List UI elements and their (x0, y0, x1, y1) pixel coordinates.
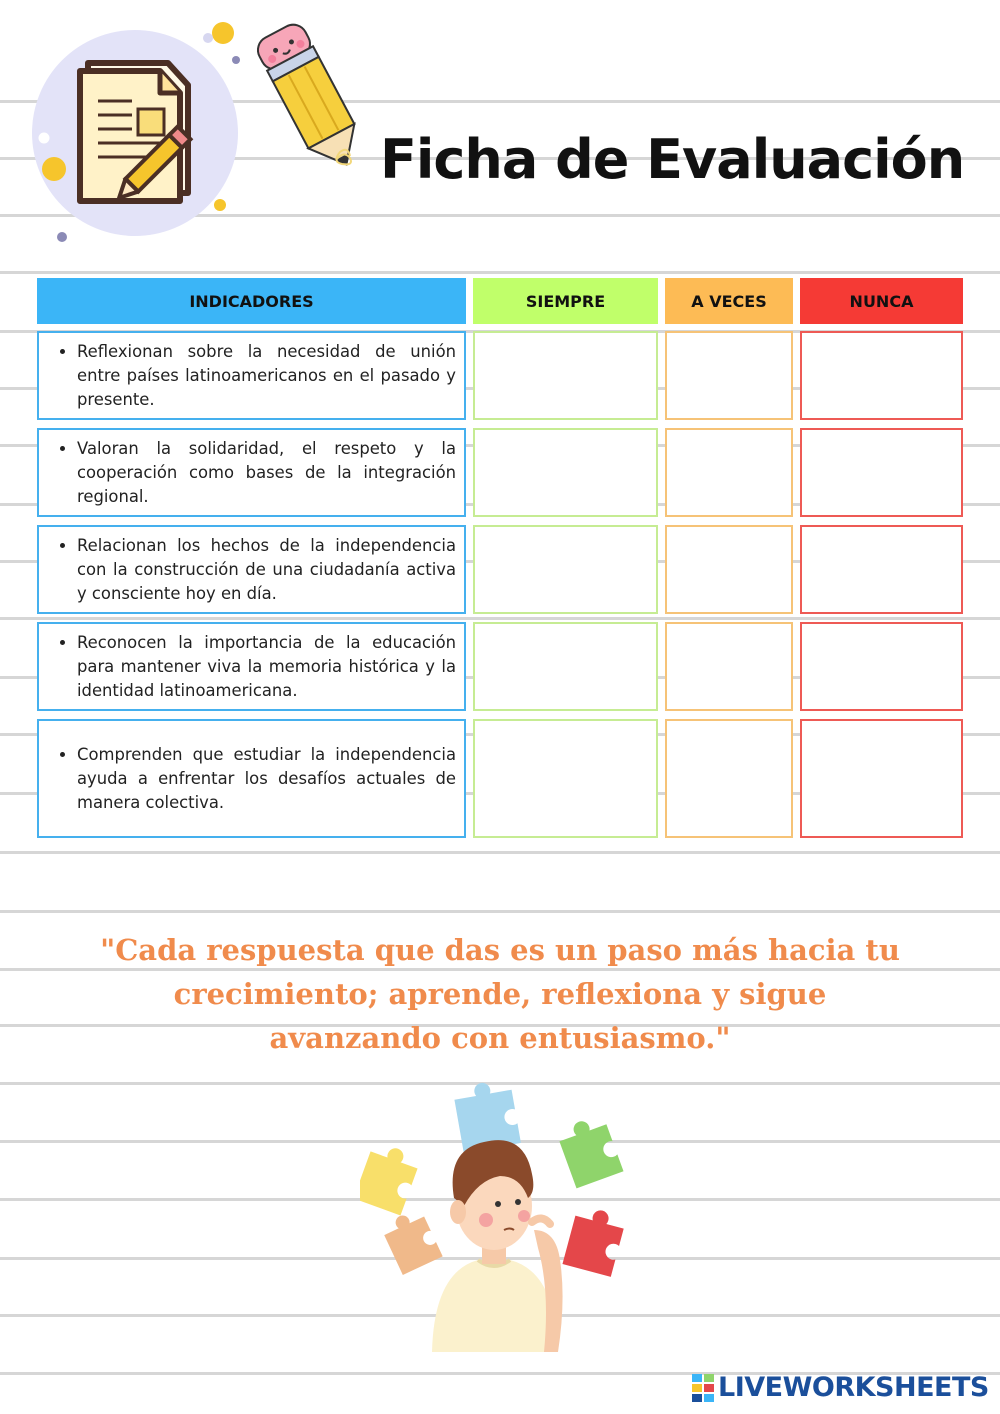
brand-logo (692, 1372, 989, 1403)
motivational-quote: "Cada respuesta que das es un paso más hacia tu crecimiento; aprende, reflexiona y sigue avanzando con entusiasmo." (100, 933, 900, 1055)
nunca-cell-4[interactable] (800, 622, 963, 711)
indicator-row-4 (37, 622, 466, 711)
brand-text: LIVEWORKSHEETS (718, 1372, 989, 1403)
siempre-cell-1[interactable] (473, 331, 658, 420)
siempre-cell-5[interactable] (473, 719, 658, 838)
siempre-cell-3[interactable] (473, 525, 658, 614)
indicator-text: • Reflexionan sobre la necesidad de unión entre países latinoamericanos en el pasado y presente. (77, 340, 456, 412)
nunca-cell-2[interactable] (800, 428, 963, 517)
a-veces-cell-1[interactable] (665, 331, 793, 420)
a-veces-cell-4[interactable] (665, 622, 793, 711)
header-indicadores: INDICADORES (37, 278, 466, 324)
indicator-text: • Valoran la solidaridad, el respeto y la cooperación como bases de la integración regional. (77, 437, 456, 509)
thinking-boy-illustration (360, 1080, 650, 1360)
header-siempre: SIEMPRE (473, 278, 658, 324)
nunca-cell-3[interactable] (800, 525, 963, 614)
puzzle-piece-icon (555, 1113, 623, 1188)
header-a-veces: A VECES (665, 278, 793, 324)
indicator-row-1 (37, 331, 466, 420)
document-pencil-icon (20, 15, 260, 245)
liveworksheets-logo-icon (692, 1374, 714, 1402)
indicator-row-2 (37, 428, 466, 517)
a-veces-cell-2[interactable] (665, 428, 793, 517)
a-veces-cell-3[interactable] (665, 525, 793, 614)
puzzle-piece-icon (360, 1140, 422, 1215)
nunca-cell-5[interactable] (800, 719, 963, 838)
indicator-row-5 (37, 719, 466, 838)
pencil-icon (228, 10, 378, 180)
indicator-text: • Reconocen la importancia de la educación para mantener viva la memoria histórica y la identidad latinoamericana. (77, 631, 456, 703)
header-nunca: NUNCA (800, 278, 963, 324)
indicator-row-3 (37, 525, 466, 614)
puzzle-piece-icon (562, 1204, 626, 1277)
indicator-text: • Relacionan los hechos de la independencia con la construcción de una ciudadanía activa y consciente hoy en día. (77, 534, 456, 606)
nunca-cell-1[interactable] (800, 331, 963, 420)
page-title: Ficha de Evaluación (380, 128, 965, 191)
a-veces-cell-5[interactable] (665, 719, 793, 838)
siempre-cell-4[interactable] (473, 622, 658, 711)
siempre-cell-2[interactable] (473, 428, 658, 517)
indicator-text: • Comprenden que estudiar la independencia ayuda a enfrentar los desafíos actuales de manera colectiva. (77, 743, 456, 815)
puzzle-piece-icon (380, 1207, 443, 1275)
